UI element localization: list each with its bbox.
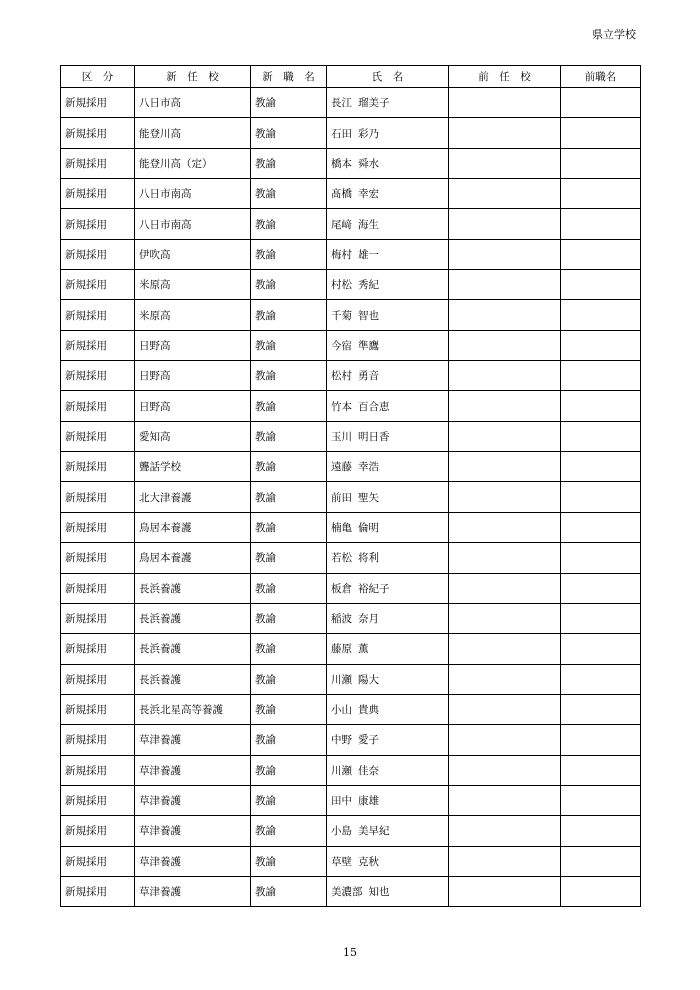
cell-prev-position (561, 421, 641, 451)
table-row (61, 330, 641, 360)
cell-new-school: 草津養護 (135, 755, 251, 785)
cell-new-position: 教諭 (251, 209, 327, 239)
table-row (61, 664, 641, 694)
cell-new-position: 教諭 (251, 816, 327, 846)
cell-category: 新規採用 (61, 755, 135, 785)
header-category: 区 分 (61, 66, 135, 88)
cell-name (327, 270, 449, 300)
cell-prev-position (561, 846, 641, 876)
cell-name (327, 846, 449, 876)
family-name: 梅村 (331, 248, 352, 261)
family-name: 村松 (331, 279, 352, 292)
cell-name (327, 88, 449, 118)
cell-prev-position (561, 785, 641, 815)
family-name: 小山 (331, 704, 352, 717)
given-name: 海生 (358, 218, 379, 231)
cell-prev-school (449, 785, 561, 815)
cell-prev-school (449, 573, 561, 603)
cell-category: 新規採用 (61, 179, 135, 209)
cell-prev-school (449, 543, 561, 573)
table-row (61, 391, 641, 421)
given-name: 知也 (368, 886, 390, 899)
family-name: 玉川 (331, 430, 352, 443)
cell-category: 新規採用 (61, 391, 135, 421)
table-row (61, 452, 641, 482)
cell-new-position: 教諭 (251, 876, 327, 906)
cell-category: 新規採用 (61, 664, 135, 694)
cell-prev-position (561, 270, 641, 300)
cell-prev-position (561, 512, 641, 542)
cell-prev-school (449, 361, 561, 391)
given-name: 明日香 (358, 430, 390, 443)
table-row (61, 816, 641, 846)
cell-prev-school (449, 330, 561, 360)
table-row (61, 300, 641, 330)
table-row (61, 270, 641, 300)
cell-new-school: 北大津養護 (135, 482, 251, 512)
family-name: 千菊 (331, 309, 352, 322)
cell-prev-position (561, 573, 641, 603)
cell-name (327, 573, 449, 603)
table-row (61, 785, 641, 815)
cell-prev-school (449, 725, 561, 755)
cell-name (327, 391, 449, 421)
cell-name (327, 148, 449, 178)
cell-name (327, 755, 449, 785)
table-row (61, 361, 641, 391)
family-name: 川瀬 (331, 673, 352, 686)
family-name: 松村 (331, 370, 352, 383)
cell-prev-position (561, 816, 641, 846)
cell-new-position: 教諭 (251, 270, 327, 300)
table-row (61, 694, 641, 724)
cell-prev-position (561, 300, 641, 330)
cell-prev-position (561, 88, 641, 118)
given-name: 倫明 (358, 521, 379, 534)
cell-prev-position (561, 694, 641, 724)
family-name: 今宿 (331, 339, 352, 352)
cell-name (327, 876, 449, 906)
cell-new-position: 教諭 (251, 664, 327, 694)
cell-prev-school (449, 452, 561, 482)
cell-prev-position (561, 543, 641, 573)
given-name: 智也 (358, 309, 379, 322)
cell-new-position: 教諭 (251, 846, 327, 876)
given-name: 彩乃 (358, 127, 379, 140)
cell-prev-school (449, 816, 561, 846)
cell-prev-position (561, 361, 641, 391)
family-name: 田中 (331, 795, 352, 808)
family-name: 草壁 (331, 855, 352, 868)
corner-label: 県立学校 (592, 28, 636, 41)
cell-prev-school (449, 300, 561, 330)
cell-category: 新規採用 (61, 270, 135, 300)
personnel-table (60, 65, 641, 907)
cell-new-position: 教諭 (251, 452, 327, 482)
cell-name (327, 634, 449, 664)
cell-category: 新規採用 (61, 573, 135, 603)
cell-new-school: 八日市南高 (135, 179, 251, 209)
family-name: 小島 (331, 825, 352, 838)
table-row (61, 846, 641, 876)
cell-new-position: 教諭 (251, 361, 327, 391)
cell-new-school: 伊吹高 (135, 239, 251, 269)
given-name: 準鷹 (358, 339, 379, 352)
family-name: 石田 (331, 127, 352, 140)
given-name: 奈月 (358, 613, 379, 626)
cell-category: 新規採用 (61, 634, 135, 664)
cell-new-school: 八日市高 (135, 88, 251, 118)
cell-prev-position (561, 209, 641, 239)
cell-prev-school (449, 846, 561, 876)
cell-name (327, 725, 449, 755)
cell-prev-school (449, 148, 561, 178)
cell-category: 新規採用 (61, 482, 135, 512)
cell-category: 新規採用 (61, 330, 135, 360)
cell-prev-school (449, 482, 561, 512)
table-row (61, 421, 641, 451)
table-row (61, 118, 641, 148)
given-name: 幸宏 (358, 188, 379, 201)
cell-new-school: 日野高 (135, 361, 251, 391)
cell-new-school: 鳥居本養護 (135, 543, 251, 573)
cell-prev-position (561, 118, 641, 148)
cell-name (327, 603, 449, 633)
header-new-position: 新 職 名 (251, 66, 327, 88)
given-name: 愛子 (358, 734, 379, 747)
cell-prev-position (561, 725, 641, 755)
cell-new-position: 教諭 (251, 573, 327, 603)
cell-new-position: 教諭 (251, 755, 327, 785)
cell-prev-position (561, 876, 641, 906)
given-name: 舜水 (358, 157, 379, 170)
given-name: 克秋 (358, 855, 379, 868)
family-name: 髙橋 (331, 188, 352, 201)
cell-category: 新規採用 (61, 148, 135, 178)
cell-category: 新規採用 (61, 816, 135, 846)
cell-new-position: 教諭 (251, 785, 327, 815)
cell-prev-school (449, 118, 561, 148)
header-name: 氏 名 (327, 66, 449, 88)
cell-category: 新規採用 (61, 543, 135, 573)
given-name: 将利 (358, 552, 379, 565)
cell-new-school: 草津養護 (135, 876, 251, 906)
header-prev-school: 前 任 校 (449, 66, 561, 88)
cell-category: 新規採用 (61, 876, 135, 906)
table-row (61, 543, 641, 573)
header-new-school: 新 任 校 (135, 66, 251, 88)
cell-new-position: 教諭 (251, 694, 327, 724)
family-name: 美濃部 (331, 886, 363, 899)
cell-prev-position (561, 239, 641, 269)
cell-new-position: 教諭 (251, 421, 327, 451)
cell-category: 新規採用 (61, 88, 135, 118)
cell-category: 新規採用 (61, 512, 135, 542)
cell-prev-position (561, 603, 641, 633)
cell-new-school: 八日市南高 (135, 209, 251, 239)
family-name: 竹本 (331, 400, 352, 413)
cell-new-position: 教諭 (251, 634, 327, 664)
family-name: 尾﨑 (331, 218, 352, 231)
cell-new-school: 鳥居本養護 (135, 512, 251, 542)
table-row (61, 634, 641, 664)
given-name: 勇音 (358, 370, 379, 383)
cell-new-position: 教諭 (251, 725, 327, 755)
table-row (61, 239, 641, 269)
cell-prev-position (561, 664, 641, 694)
table-row (61, 876, 641, 906)
table-body (61, 88, 641, 907)
cell-prev-position (561, 452, 641, 482)
cell-new-position: 教諭 (251, 603, 327, 633)
given-name: 康雄 (358, 795, 379, 808)
cell-prev-position (561, 148, 641, 178)
cell-new-position: 教諭 (251, 118, 327, 148)
table-row (61, 482, 641, 512)
cell-prev-school (449, 391, 561, 421)
table-row (61, 725, 641, 755)
family-name: 前田 (331, 491, 352, 504)
cell-prev-school (449, 421, 561, 451)
cell-new-school: 米原高 (135, 300, 251, 330)
cell-new-position: 教諭 (251, 482, 327, 512)
given-name: 佳奈 (358, 764, 379, 777)
cell-new-position: 教諭 (251, 148, 327, 178)
cell-new-school: 長浜養護 (135, 603, 251, 633)
cell-new-school: 草津養護 (135, 846, 251, 876)
cell-category: 新規採用 (61, 725, 135, 755)
cell-category: 新規採用 (61, 118, 135, 148)
given-name: 貴典 (358, 704, 379, 717)
cell-prev-school (449, 603, 561, 633)
family-name: 中野 (331, 734, 352, 747)
cell-name (327, 664, 449, 694)
cell-new-position: 教諭 (251, 300, 327, 330)
family-name: 板倉 (331, 582, 352, 595)
cell-new-school: 聾話学校 (135, 452, 251, 482)
cell-category: 新規採用 (61, 694, 135, 724)
family-name: 橋本 (331, 157, 352, 170)
cell-new-school: 長浜養護 (135, 573, 251, 603)
cell-new-position: 教諭 (251, 391, 327, 421)
cell-name (327, 694, 449, 724)
cell-name (327, 452, 449, 482)
cell-category: 新規採用 (61, 452, 135, 482)
given-name: 聖矢 (358, 491, 379, 504)
cell-new-position: 教諭 (251, 239, 327, 269)
table-row (61, 179, 641, 209)
cell-new-school: 長浜北星高等養護 (135, 694, 251, 724)
cell-new-position: 教諭 (251, 330, 327, 360)
cell-new-position: 教諭 (251, 543, 327, 573)
cell-name (327, 543, 449, 573)
cell-prev-school (449, 239, 561, 269)
family-name: 遠藤 (331, 461, 352, 474)
cell-new-school: 能登川高（定） (135, 148, 251, 178)
cell-prev-school (449, 512, 561, 542)
cell-category: 新規採用 (61, 603, 135, 633)
table-row (61, 209, 641, 239)
cell-name (327, 482, 449, 512)
cell-name (327, 239, 449, 269)
cell-name (327, 512, 449, 542)
cell-new-school: 長浜養護 (135, 634, 251, 664)
given-name: 陽大 (358, 673, 379, 686)
cell-name (327, 361, 449, 391)
table-row (61, 755, 641, 785)
cell-name (327, 330, 449, 360)
cell-new-school: 草津養護 (135, 785, 251, 815)
cell-prev-school (449, 209, 561, 239)
given-name: 秀紀 (358, 279, 379, 292)
cell-category: 新規採用 (61, 421, 135, 451)
cell-name (327, 118, 449, 148)
given-name: 幸浩 (358, 461, 379, 474)
given-name: 薫 (358, 643, 369, 656)
cell-category: 新規採用 (61, 846, 135, 876)
given-name: 百合恵 (358, 400, 390, 413)
table-row (61, 148, 641, 178)
table-row (61, 573, 641, 603)
given-name: 雄一 (358, 248, 379, 261)
cell-new-position: 教諭 (251, 179, 327, 209)
cell-category: 新規採用 (61, 361, 135, 391)
cell-prev-school (449, 270, 561, 300)
table-row (61, 603, 641, 633)
given-name: 裕紀子 (358, 582, 390, 595)
family-name: 若松 (331, 552, 352, 565)
cell-new-position: 教諭 (251, 512, 327, 542)
page-number: 15 (343, 946, 357, 959)
cell-prev-school (449, 755, 561, 785)
cell-name (327, 816, 449, 846)
cell-prev-school (449, 88, 561, 118)
cell-category: 新規採用 (61, 239, 135, 269)
cell-prev-school (449, 664, 561, 694)
cell-new-school: 草津養護 (135, 725, 251, 755)
cell-new-school: 草津養護 (135, 816, 251, 846)
family-name: 長江 (331, 97, 352, 110)
cell-prev-position (561, 391, 641, 421)
family-name: 川瀬 (331, 764, 352, 777)
cell-new-school: 長浜養護 (135, 664, 251, 694)
cell-new-school: 能登川高 (135, 118, 251, 148)
cell-name (327, 785, 449, 815)
cell-prev-school (449, 876, 561, 906)
cell-prev-school (449, 694, 561, 724)
family-name: 楠亀 (331, 521, 352, 534)
cell-prev-school (449, 634, 561, 664)
cell-category: 新規採用 (61, 209, 135, 239)
header-prev-position: 前職名 (561, 66, 641, 88)
cell-prev-school (449, 179, 561, 209)
cell-name (327, 209, 449, 239)
cell-category: 新規採用 (61, 785, 135, 815)
cell-name (327, 179, 449, 209)
given-name: 美早紀 (358, 825, 390, 838)
cell-prev-position (561, 634, 641, 664)
cell-new-school: 日野高 (135, 330, 251, 360)
table-row (61, 512, 641, 542)
cell-category: 新規採用 (61, 300, 135, 330)
cell-name (327, 300, 449, 330)
family-name: 稲波 (331, 613, 352, 626)
cell-prev-position (561, 179, 641, 209)
cell-prev-position (561, 755, 641, 785)
given-name: 瑠美子 (358, 97, 390, 110)
table-row (61, 88, 641, 118)
cell-new-school: 愛知高 (135, 421, 251, 451)
cell-new-school: 日野高 (135, 391, 251, 421)
cell-name (327, 421, 449, 451)
cell-new-position: 教諭 (251, 88, 327, 118)
family-name: 藤原 (331, 643, 352, 656)
cell-prev-position (561, 330, 641, 360)
cell-new-school: 米原高 (135, 270, 251, 300)
cell-prev-position (561, 482, 641, 512)
table-header-row (61, 66, 641, 88)
